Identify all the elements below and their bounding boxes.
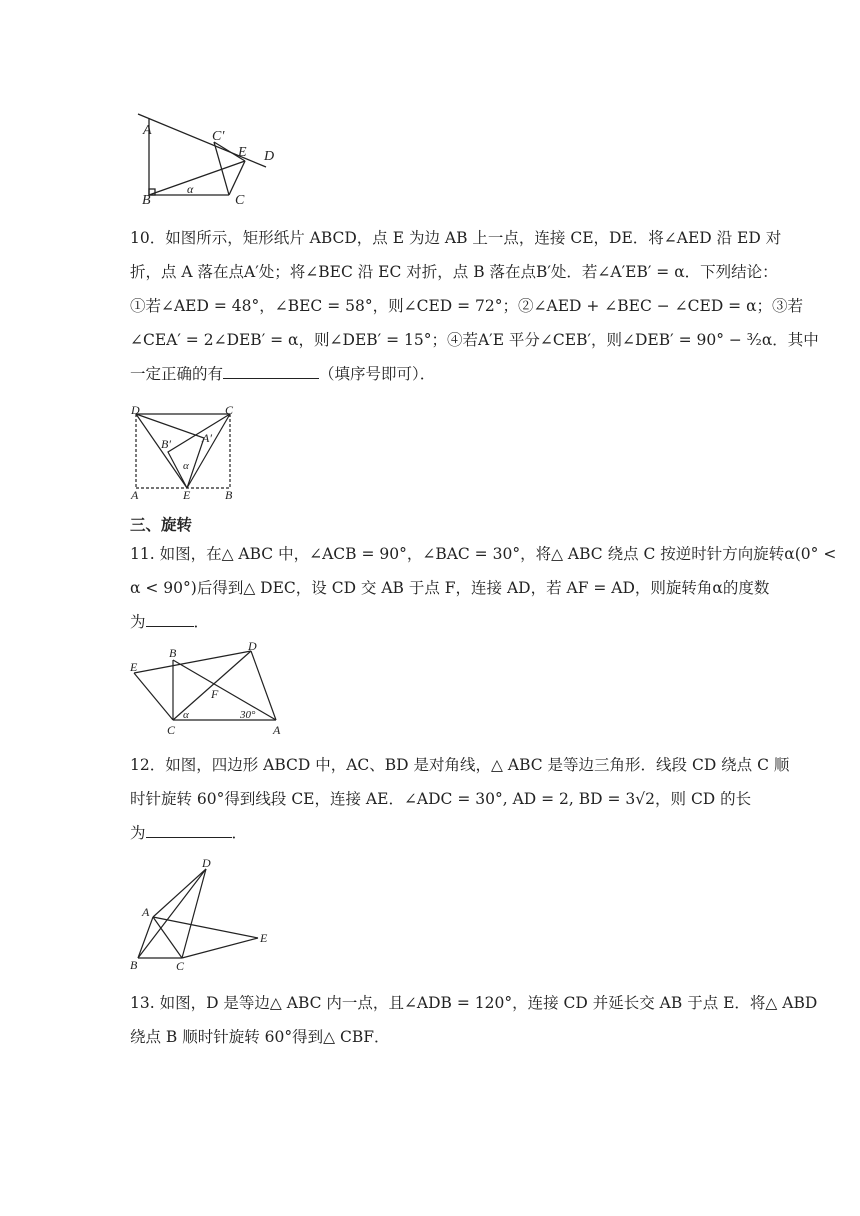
segment-ed [134,651,251,673]
label-e: E [238,145,247,160]
label-a: A [142,905,150,919]
segment-ad [153,869,206,917]
q12-line-1: 12．如图，四边形 ABCD 中，AC、BD 是对角线，△ ABC 是等边三角形．线段 CD 绕点 C 顺 [130,756,790,774]
label-alpha: α [183,709,189,721]
figure-2 [128,402,240,502]
label-c: C [176,959,185,973]
q11-line-1: 11. 如图，在△ ABC 中，∠ACB = 90°，∠BAC = 30°，将△ ABC 绕点 C 按逆时针方向旋转α(0° < [130,545,837,563]
segment-be [149,161,245,195]
q11-line-3: 为 ． [130,605,735,639]
label-d: D [202,856,211,870]
question-11 [130,537,837,639]
label-d: D [264,149,275,164]
label-alpha: α [183,460,189,472]
q11-line-2: α < 90°)后得到△ DEC，设 CD 交 AB 于点 F，连接 AD，若 AF = AD，则旋转角α的度数 [130,579,770,597]
label-c-prime: C′ [212,129,225,144]
label-a: A [143,123,152,138]
label-alpha: α [187,182,194,196]
figure-1 [130,106,280,210]
question-10 [130,221,819,391]
label-a: A [273,723,281,737]
segment-ac [153,917,182,958]
q13-line-2: 绕点 B 顺时针旋转 60°得到△ CBF． [130,1028,390,1046]
section-heading: 三、旋转 [130,516,193,534]
label-c: C [167,723,176,737]
label-e: E [130,660,138,674]
label-b: B [130,958,138,972]
segment-ae [153,917,258,938]
segment-ce [182,938,258,958]
q12-line-2: 时针旋转 60°得到线段 CE，连接 AE．∠ADC = 30°, AD = 2, BD = 3√2，则 CD 的长 [130,790,752,808]
segment-de [136,414,187,488]
q10-line-5: 一定正确的有 （填序号即可）． [130,357,735,391]
q10-line-2: 折，点 A 落在点A′处；将∠BEC 沿 EC 对折，点 B 落在点B′处．若∠A′EB′ = α．下列结论： [130,263,778,281]
q10-line-1: 10．如图所示，矩形纸片 ABCD，点 E 为边 AB 上一点，连接 CE，DE．将∠AED 沿 ED 对 [130,229,782,247]
question-13 [130,986,818,1054]
label-e: E [260,931,268,945]
label-a-prime: A′ [202,431,212,445]
label-d: D [248,640,257,653]
segment-cd [182,869,206,958]
label-b: B [142,193,151,208]
answer-blank[interactable] [146,608,194,627]
label-b-prime: B′ [161,437,171,451]
figure-4 [124,852,274,974]
label-angle-30: 30° [240,709,256,721]
label-d: D [131,403,140,417]
label-a: A [131,488,139,502]
segment-ec [134,673,173,720]
figure-3 [124,640,284,740]
answer-blank[interactable] [146,819,232,838]
label-f: F [211,687,219,701]
line-ad [138,114,266,167]
label-c: C [225,403,234,417]
label-b: B [169,646,177,660]
segment-ba [138,917,153,958]
q10-line-4: ∠CEA′ = 2∠DEB′ = α，则∠DEB′ = 15°；④若A′E 平分∠CEB′，则∠DEB′ = 90° − ³⁄₂α．其中 [130,331,819,349]
label-c: C [235,193,245,208]
q10-line-3: ①若∠AED = 48°，∠BEC = 58°，则∠CED = 72°；②∠AED + ∠BEC − ∠CED = α；③若 [130,297,804,315]
question-12 [130,748,790,850]
q13-line-1: 13. 如图，D 是等边△ ABC 内一点，且∠ADB = 120°，连接 CD 并延长交 AB 于点 E．将△ ABD [130,994,818,1012]
segment-ce [187,414,230,488]
answer-blank[interactable] [223,360,319,379]
label-b: B [225,488,233,502]
label-e: E [183,488,191,502]
q12-line-3: 为 ． [130,816,735,850]
